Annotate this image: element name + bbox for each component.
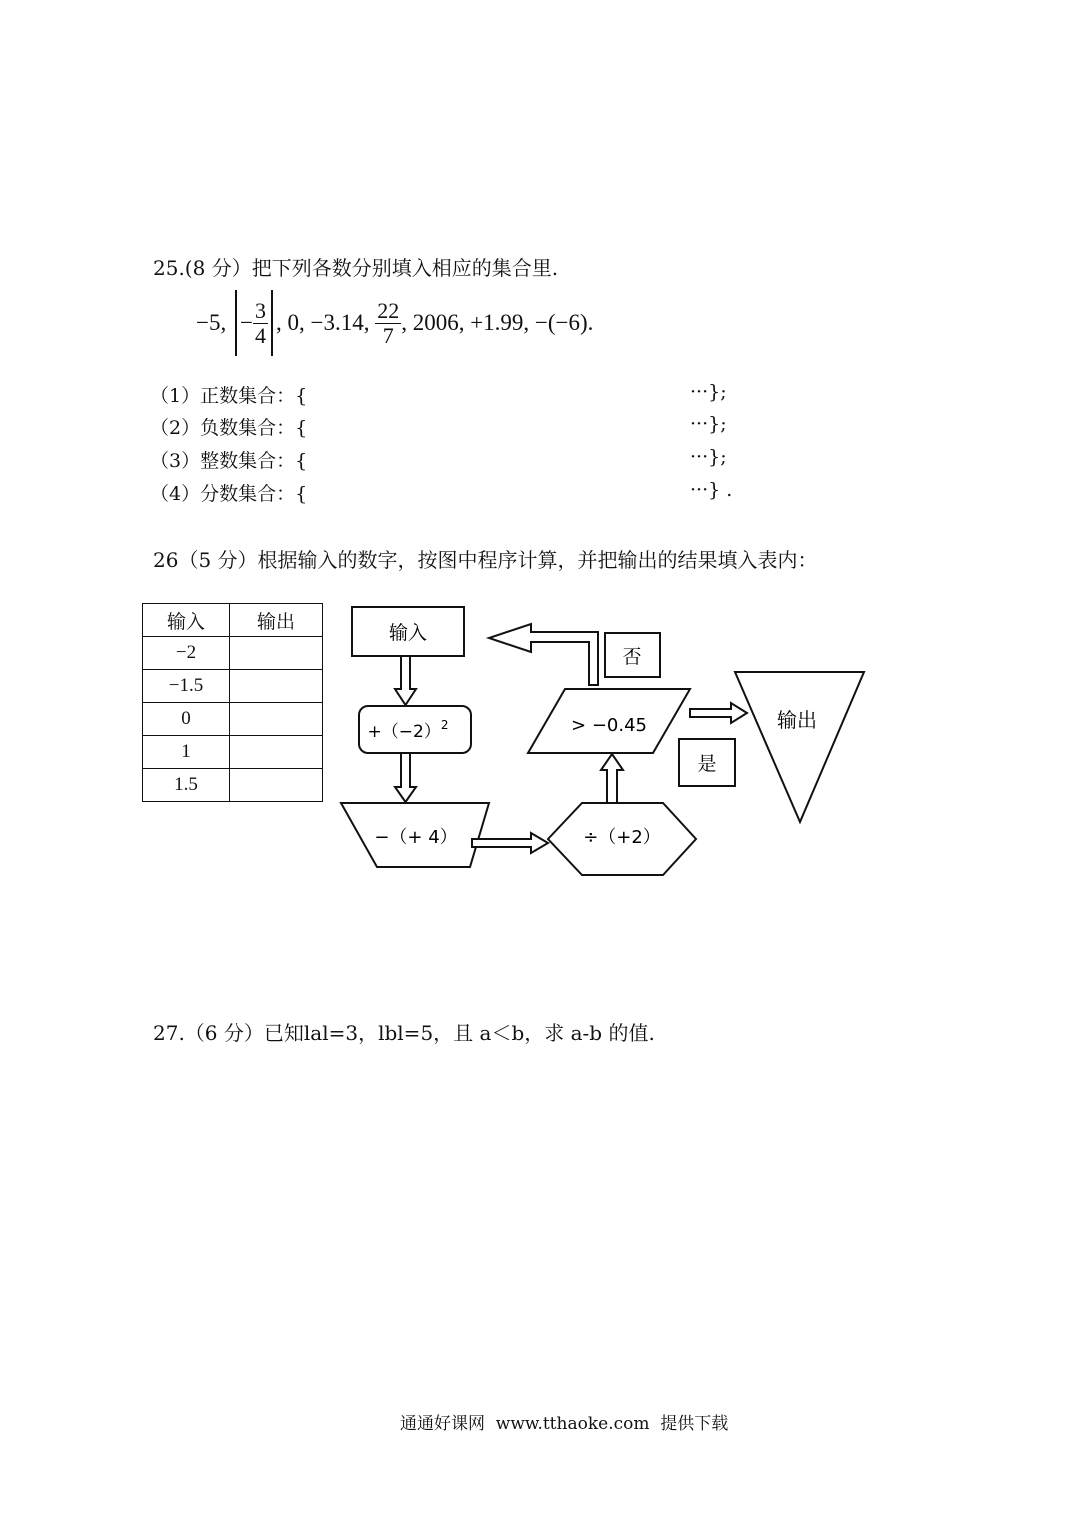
flow-divide-label: ÷（+2）	[583, 827, 661, 848]
table-cell-input: 1.5	[143, 769, 230, 802]
frac2-denominator: 7	[382, 322, 394, 348]
arrow-trapezoid-to-hexagon	[472, 833, 548, 853]
set-label: （2）负数集合：{	[150, 417, 308, 439]
table-cell-input: −2	[143, 637, 230, 670]
flow-compare-label: > −0.45	[571, 715, 647, 736]
flow-input-label: 输入	[388, 622, 428, 644]
q27-title: 27.（6 分）已知lal=3，lbl=5，且 a＜b，求 a-b 的值.	[153, 1021, 655, 1045]
set-end-negative: ···};	[690, 413, 727, 435]
set-end-integer: ···};	[690, 446, 727, 468]
frac1-numerator: 3	[254, 298, 266, 324]
table-cell-input: −1.5	[143, 670, 230, 703]
table-header-output: 输出	[230, 604, 323, 637]
expr-part-3: , 2006, +1.99, −(−6).	[401, 310, 594, 335]
minus-sign: −	[239, 310, 253, 335]
flow-no-label: 否	[622, 646, 642, 668]
arrow-compare-to-output	[690, 703, 747, 723]
table-header-input: 输入	[143, 604, 230, 637]
flow-square-label: $+(-2)^2$	[367, 718, 449, 742]
frac2-numerator: 22	[377, 298, 400, 324]
footer-text: 通通好课网 www.tthaoke.com 提供下载	[400, 1414, 729, 1434]
q25-title: 25.(8 分）把下列各数分别填入相应的集合里.	[153, 256, 559, 280]
set-label: （4）分数集合：{	[150, 483, 308, 505]
arrow-no-loop-back	[489, 624, 598, 685]
expr-part-1: −5,	[196, 310, 227, 335]
table-cell-input: 0	[143, 703, 230, 736]
set-label: （1）正数集合：{	[150, 385, 308, 407]
set-label: （3）整数集合：{	[150, 450, 308, 472]
arrow-hexagon-to-compare	[601, 754, 623, 803]
set-end-positive: ···};	[690, 381, 727, 403]
flow-yes-label: 是	[697, 753, 717, 775]
table-cell-input: 1	[143, 736, 230, 769]
flow-output-triangle	[735, 672, 864, 822]
flow-output-label: 输出	[777, 708, 817, 732]
set-end-fraction: ···} .	[690, 479, 733, 501]
arrow-square-to-trapezoid	[395, 753, 416, 802]
q26-title: 26（5 分）根据输入的数字，按图中程序计算，并把输出的结果填入表内：	[153, 548, 818, 572]
flow-subtract-label: −（+ 4）	[374, 827, 458, 848]
expr-part-2: , 0, −3.14,	[275, 310, 370, 335]
frac1-denominator: 4	[254, 322, 266, 348]
arrow-input-to-square	[395, 656, 416, 705]
